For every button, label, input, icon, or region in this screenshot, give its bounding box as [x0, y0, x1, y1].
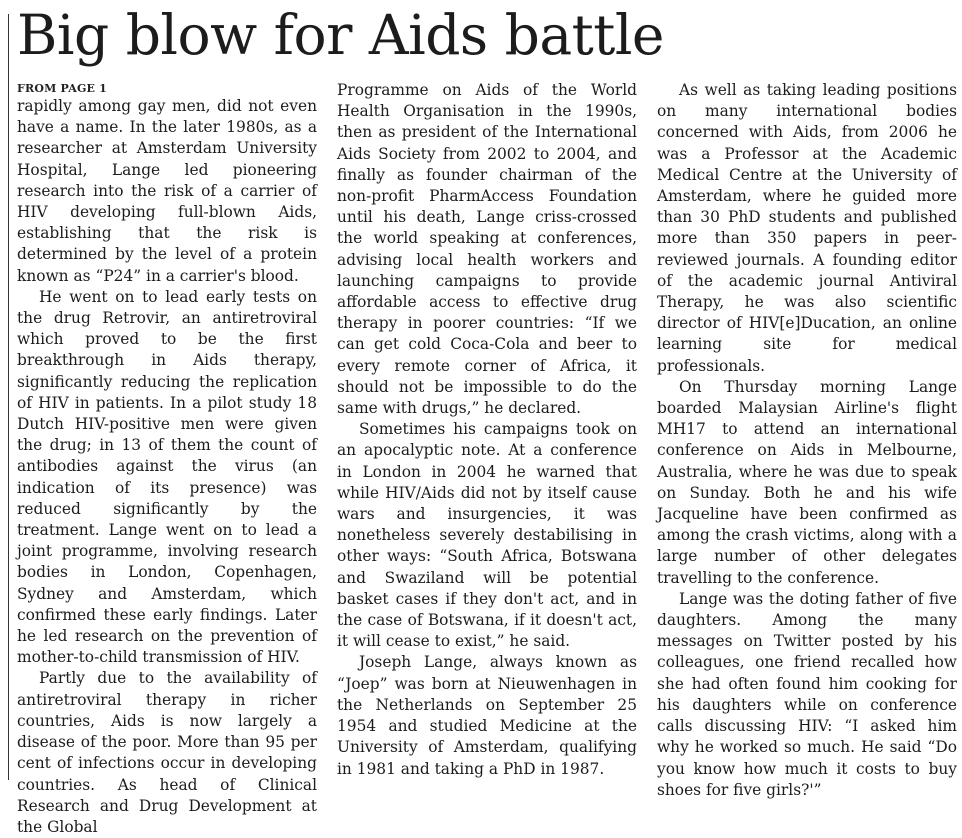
- paragraph: Sometimes his campaigns took on an apocalyptic note. At a conference in London in 2004 he warned that while HIV/Aids did not by itself cause wars and insurgencies, it was nonetheless severely destabilising in other ways: “South Africa, Botswana and Swaziland will be potential basket cases if they don't act, and in the case of Botswana, if it doesn't act, it will cease to exist,” he said.: [337, 420, 637, 651]
- paragraph: Lange was the doting father of five daughters. Among the many messages on Twitter posted by his colleagues, one friend recalled how she had often found him cooking for his daughters while on conference calls discussing HIV: “I asked him why he worked so much. He said “Do you know how much it costs to buy shoes for five girls?'”: [657, 589, 957, 799]
- column-rule: [8, 14, 9, 780]
- paragraph: He went on to lead early tests on the drug Retrovir, an antiretroviral which proved to be the first breakthrough in Aids therapy, significantly reducing the replication of HIV in patients. In a pilot study 18 Dutch HIV-positive men were given the drug; in 13 of them the count of antibodies against the virus (an indication of its presence) was reduced significantly by the treatment. Lange went on to lead a joint programme, involving research bodies in London, Copenhagen, Sydney and Amsterdam, which confirmed these early findings. Later he led research on the prevention of mother-to-child transmission of HIV.: [17, 287, 317, 667]
- article-column-2: [337, 80, 637, 780]
- headline: Big blow for Aids battle: [17, 3, 664, 67]
- paragraph: On Thursday morning Lange boarded Malaysian Airline's flight MH17 to attend an international conference on Aids in Melbourne, Australia, where he was due to speak on Sunday. Both he and his wife Jacqueline have been confirmed as among the crash victims, along with a large number of other delegates travelling to the conference.: [657, 377, 957, 587]
- paragraph: rapidly among gay men, did not even have a name. In the later 1980s, as a researcher at Amsterdam University Hospital, Lange led pioneering research into the risk of a carrier of HIV developing full-blown Aids, establishing that the risk is determined by the level of a protein known as “P24” in a carrier's blood.: [17, 97, 317, 285]
- paragraph: Partly due to the availability of antiretroviral therapy in richer countries, Aids is now largely a disease of the poor. More than 95 per cent of infections occur in developing countries. As head of Clinical Research and Drug Development at the Global: [17, 669, 317, 836]
- article-column-1: [17, 80, 317, 838]
- paragraph: As well as taking leading positions on many international bodies concerned with Aids, from 2006 he was a Professor at the Academic Medical Centre at the University of Amsterdam, where he guided more than 30 PhD students and published more than 350 papers in peer-reviewed journals. A founding editor of the academic journal Antiviral Therapy, he was also scientific director of HIV[e]Ducation, an online learning site for medical professionals.: [657, 81, 957, 375]
- paragraph: Joseph Lange, always known as “Joep” was born at Nieuwenhagen in the Netherlands on September 25 1954 and studied Medicine at the University of Amsterdam, qualifying in 1981 and taking a PhD in 1987.: [337, 653, 637, 778]
- article-column-3: [657, 80, 957, 801]
- paragraph: Programme on Aids of the World Health Organisation in the 1990s, then as president of the International Aids Society from 2002 to 2004, and finally as founder chairman of the non-profit PharmAccess Foundation until his death, Lange criss-crossed the world speaking at conferences, advising local health workers and launching campaigns to provide affordable access to effective drug therapy in poorer countries: “If we can get cold Coca-Cola and beer to every remote corner of Africa, it should not be impossible to do the same with drugs,” he declared.: [337, 81, 637, 418]
- continued-from-label: FROM PAGE 1: [17, 82, 108, 95]
